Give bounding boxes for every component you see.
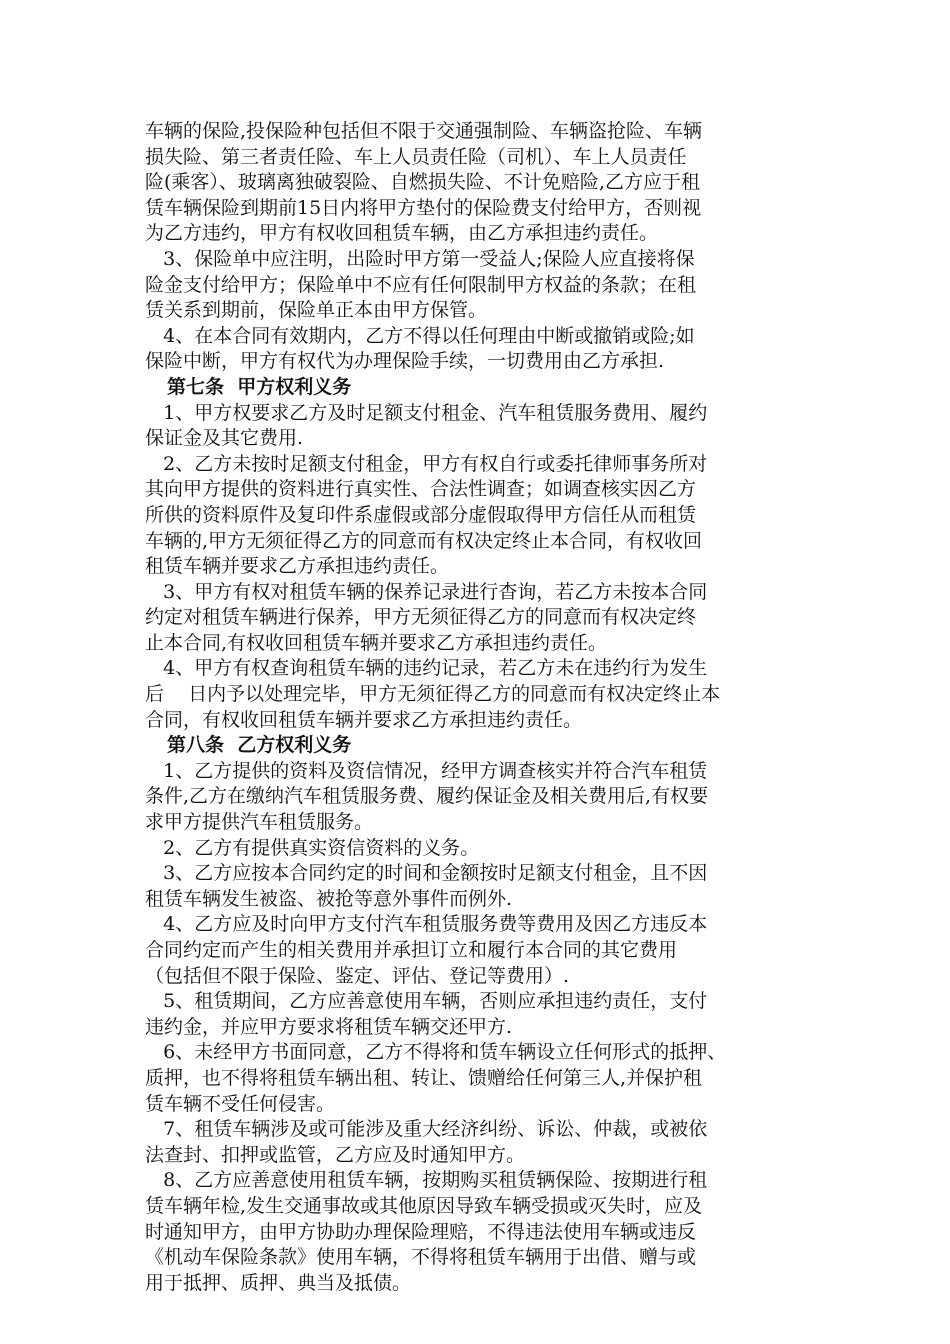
text-line: 后 日内予以处理完毕，甲方无须征得乙方的同意而有权决定终止本 <box>145 683 721 706</box>
section-heading: 第八条 乙方权利义务 <box>167 734 352 757</box>
text-line: 质押，也不得将租赁车辆出租、转让、馈赠给任何第三人,并保护租 <box>145 1066 703 1089</box>
text-line: 时通知甲方，由甲方协助办理保险理赔，不得违法使用车辆或违反 <box>145 1220 697 1243</box>
text-line: 1、甲方权要求乙方及时足额支付租金、汽车租赁服务费用、履约 <box>145 401 708 424</box>
text-line: 租赁车辆并要求乙方承担违约责任。 <box>145 555 450 578</box>
text-line: 车辆的,甲方无须征得乙方的同意而有权决定终止本合同，有权收回 <box>145 529 703 552</box>
text-line: （包括但不限于保险、鉴定、评估、登记等费用）. <box>145 964 570 987</box>
text-line: 用于抵押、质押、典当及抵债。 <box>145 1271 412 1294</box>
text-line: 《机动车保险条款》使用车辆，不得将租赁车辆用于出借、赠与或 <box>145 1246 697 1269</box>
text-line: 保证金及其它费用. <box>145 427 304 450</box>
text-line: 5、租赁期间，乙方应善意使用车辆，否则应承担违约责任，支付 <box>145 990 708 1013</box>
text-line: 8、乙方应善意使用租赁车辆，按期购买租赁辆保险、按期进行租 <box>145 1169 708 1192</box>
text-line: 1、乙方提供的资料及资信情况，经甲方调查核实并符合汽车租赁 <box>145 759 708 782</box>
text-line: 合同约定而产生的相关费用并承担订立和履行本合同的其它费用 <box>145 939 678 961</box>
text-line: 7、租赁车辆涉及或可能涉及重大经济纠纷、诉讼、仲裁，或被依 <box>145 1118 708 1141</box>
text-line: 违约金，并应甲方要求将租赁车辆交还甲方. <box>145 1015 513 1038</box>
text-line: 为乙方违约，甲方有权收回租赁车辆，由乙方承担违约责任。 <box>145 222 659 245</box>
text-line: 其向甲方提供的资料进行真实性、合法性调查；如调查核实因乙方 <box>145 478 697 501</box>
text-line: 损失险、第三者责任险、车上人员责任险（司机）、车上人员责任 <box>145 145 687 168</box>
text-line: 保险中断，甲方有权代为办理保险手续，一切费用由乙方承担. <box>145 350 665 373</box>
text-line: 3、乙方应按本合同约定的时间和金额按时足额支付租金，且不因 <box>145 862 708 885</box>
text-line: 3、甲方有权对租赁车辆的保养记录进行杳询，若乙方未按本合同 <box>145 580 708 603</box>
text-line: 求甲方提供汽车租赁服务。 <box>145 811 374 834</box>
text-line: 所供的资料原件及复印件系虚假或部分虚假取得甲方信任从而租赁 <box>145 503 697 526</box>
text-line: 2、乙方未按时足额支付租金，甲方有权自行或委托律师事务所对 <box>145 452 708 475</box>
text-line: 赁车辆年检,发生交通事故或其他原因导致车辆受损或灭失时，应及 <box>145 1194 703 1217</box>
text-line: 法查封、扣押或监管，乙方应及时通知甲方。 <box>145 1143 526 1166</box>
section-heading: 第七条 甲方权利义务 <box>167 375 352 398</box>
text-line: 险(乘客）、玻璃离独破裂险、自燃损失险、不计免赔险,乙方应于租 <box>145 171 700 194</box>
text-line: 2、乙方有提供真实资信资料的义务。 <box>145 836 480 859</box>
text-line: 险金支付给甲方；保险单中不应有任何限制甲方权益的条款；在租 <box>145 273 697 296</box>
text-line: 3、保险单中应注明，出险时甲方第一受益人;保险人应直接将保 <box>145 247 695 270</box>
text-line: 赁车辆保险到期前15日内将甲方垫付的保险费支付给甲方，否则视 <box>145 196 702 219</box>
text-line: 4、甲方有权查询租赁车辆的违约记录，若乙方未在违约行为发生 <box>145 657 708 680</box>
text-line: 赁车辆不受任何侵害。 <box>145 1092 336 1115</box>
text-line: 4、乙方应及时向甲方支付汽车租赁服务费等费用及因乙方违反本 <box>145 913 708 936</box>
text-line: 止本合同,有权收回租赁车辆并要求乙方承担违约责任。 <box>145 631 608 654</box>
text-line: 约定对租赁车辆进行保养，甲方无须征得乙方的同意而有权决定终 <box>145 606 697 629</box>
text-line: 车辆的保险,投保险种包括但不限于交通强制险、车辆盗抢险、车辆 <box>145 120 703 142</box>
text-line: 条件,乙方在缴纳汽车租赁服务费、履约保证金及相关费用后,有权要 <box>145 785 709 808</box>
document-body <box>145 119 810 1296</box>
text-line: 6、未经甲方书面同意，乙方不得将和赁车辆设立任何形式的抵押、 <box>145 1041 727 1064</box>
text-line: 合同，有权收回租赁车辆并要求乙方承担违约责任。 <box>145 708 583 731</box>
text-line: 赁关系到期前，保险单正本由甲方保管。 <box>145 299 488 322</box>
text-line: 租赁车辆发生被盗、被抢等意外事件而例外. <box>145 887 513 910</box>
text-line: 4、在本合同有效期内，乙方不得以任何理由中断或撤销或险;如 <box>145 324 695 347</box>
